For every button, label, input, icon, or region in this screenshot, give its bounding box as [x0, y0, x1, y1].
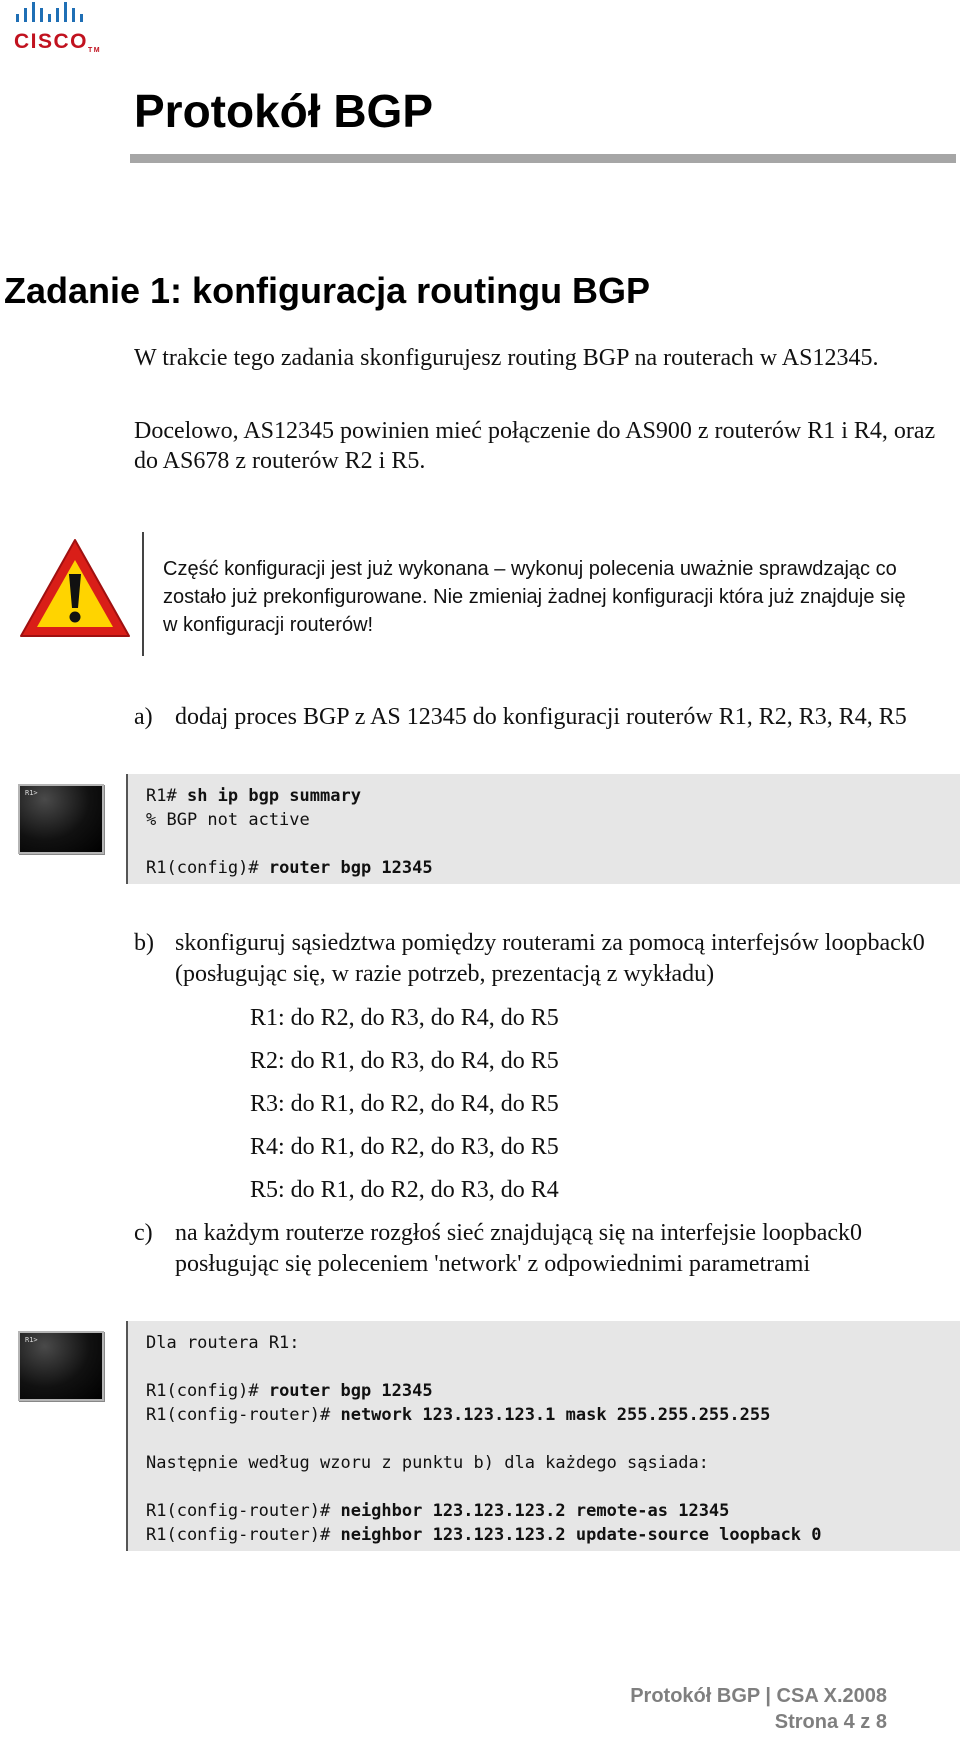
terminal-icon: R1>: [18, 784, 104, 854]
page-number: Strona 4 z 8: [774, 1711, 887, 1733]
code-line: Dla routera R1:: [146, 1333, 300, 1353]
neighbor-item: R3: do R1, do R2, do R4, do R5: [250, 1091, 559, 1117]
code-line: R1(config-router)# network 123.123.123.1 mask 255.255.255.255: [146, 1405, 771, 1425]
page-title: Protokół BGP: [134, 85, 434, 137]
code-block-a: [126, 774, 960, 884]
code-block-c: [126, 1321, 960, 1551]
task-a-marker: a): [134, 704, 153, 730]
neighbor-item: R4: do R1, do R2, do R3, do R5: [250, 1134, 559, 1160]
task-c-marker: c): [134, 1220, 153, 1246]
task-c-text: na każdym routerze rozgłoś sieć znajdującą się na interfejsie loopback0 posługując się poleceniem 'network' z odpowiednimi parametrami: [175, 1220, 863, 1277]
code-line: % BGP not active: [146, 810, 310, 830]
code-line: R1(config)# router bgp 12345: [146, 1381, 433, 1401]
task-b-marker: b): [134, 930, 154, 956]
neighbor-item: R1: do R2, do R3, do R4, do R5: [250, 1005, 559, 1031]
terminal-icon: R1>: [18, 1331, 104, 1401]
code-line: R1(config-router)# neighbor 123.123.123.2 remote-as 12345: [146, 1501, 730, 1521]
title-divider: [130, 154, 956, 163]
task-b: [134, 928, 954, 992]
code-line: R1(config-router)# neighbor 123.123.123.2 update-source loopback 0: [146, 1525, 822, 1545]
intro-paragraph-1: W trakcie tego zadania skonfigurujesz routing BGP na routerach w AS12345.: [134, 345, 879, 371]
logo-wordmark: CISCO: [14, 30, 89, 53]
task-a-text: dodaj proces BGP z AS 12345 do konfiguracji routerów R1, R2, R3, R4, R5: [175, 704, 907, 730]
intro-paragraph-2: Docelowo, AS12345 powinien mieć połączenie do AS900 z routerów R1 i R4, oraz do AS678 z routerów R2 i R5.: [134, 418, 936, 474]
logo-tm: TM: [88, 47, 102, 54]
footer-title: Protokół BGP | CSA X.2008: [630, 1685, 887, 1707]
cisco-logo: [14, 0, 104, 56]
warning-divider: [142, 532, 144, 656]
warning-text: Część konfiguracji jest już wykonana – wykonuj polecenia uważnie sprawdzając co zostało już prekonfigurowane. Nie zmieniaj żadnej konfiguracji która już znajduje się w konfiguracji routerów!: [163, 558, 906, 636]
task-b-text: skonfiguruj sąsiedztwa pomiędzy routerami za pomocą interfejsów loopback0 (posługując się, w razie potrzeb, prezentacją z wykładu): [175, 930, 925, 987]
task-c: [134, 1218, 954, 1314]
warning-triangle-icon: [18, 536, 132, 640]
code-line: R1# sh ip bgp summary: [146, 786, 361, 806]
neighbor-item: R2: do R1, do R3, do R4, do R5: [250, 1048, 559, 1074]
cisco-bridge-icon: [14, 0, 104, 30]
neighbor-item: R5: do R1, do R2, do R3, do R4: [250, 1177, 559, 1203]
code-line: Następnie według wzoru z punktu b) dla każdego sąsiada:: [146, 1453, 709, 1473]
task-a: [134, 702, 954, 766]
page-footer: [630, 1683, 887, 1735]
code-line: R1(config)# router bgp 12345: [146, 858, 433, 878]
section-title: Zadanie 1: konfiguracja routingu BGP: [4, 270, 651, 311]
